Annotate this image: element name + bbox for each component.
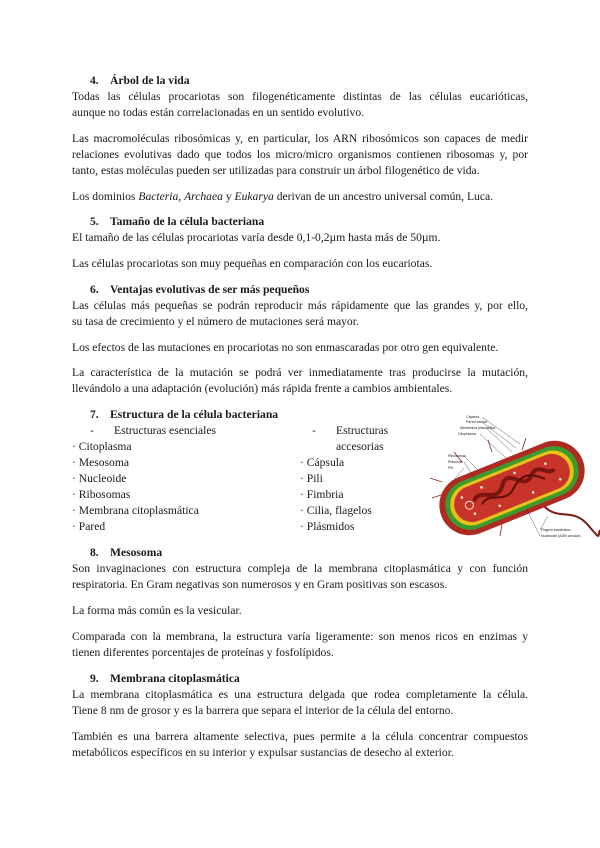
paragraph-line: Las células más pequeñas se podrán reproducir más rápidamente que las grandes y, por ello, bbox=[72, 299, 528, 312]
paragraph bbox=[72, 561, 528, 593]
text-archaea: Archaea bbox=[184, 190, 223, 203]
list-header-continued: accesorias bbox=[336, 440, 384, 453]
heading-number: 4. bbox=[90, 74, 99, 87]
heading-estructura bbox=[90, 407, 278, 423]
text: derivan de un ancestro universal común, Luca. bbox=[273, 190, 494, 203]
list-item: · Fimbria bbox=[300, 488, 344, 501]
paragraph-line: aunque no todas están correlacionadas en un sentido evolutivo. bbox=[72, 106, 365, 119]
paragraph bbox=[72, 629, 528, 661]
heading-title: Árbol de la vida bbox=[110, 74, 190, 87]
paragraph-line: relaciones evolutivas dado que todos los micro/micro organismos contienen ribosomas y, por bbox=[72, 148, 528, 161]
paragraph-line: tienen diferentes porcentajes de proteínas y fosfolípidos. bbox=[72, 646, 334, 659]
paragraph-line: La membrana citoplasmática es una estructura delgada que rodea completamente la célula. bbox=[72, 688, 528, 701]
figure-label: Flagelo bacteriano bbox=[541, 528, 571, 532]
list-header-label: Estructuras bbox=[336, 424, 389, 437]
figure-label: Ribosomas bbox=[448, 454, 466, 458]
list-item: · Pili bbox=[300, 472, 323, 485]
paragraph bbox=[72, 298, 528, 330]
list-item: · Mesosoma bbox=[72, 456, 129, 469]
list-estructuras-accesorias bbox=[300, 423, 388, 535]
text-bacteria: Bacteria bbox=[138, 190, 179, 203]
list-item: · Cilia, flagelos bbox=[300, 504, 372, 517]
dash: - bbox=[312, 424, 316, 437]
list-header bbox=[300, 423, 388, 439]
list-item: · Plásmidos bbox=[300, 520, 355, 533]
heading-title: Mesosoma bbox=[110, 546, 163, 559]
figure-label: Nucleoide (ADN circular) bbox=[541, 534, 581, 538]
paragraph-line: Todas las células procariotas son filogenéticamente distintas de las células eucarióticas, bbox=[72, 90, 528, 103]
paragraph-line: metabólicos específicos en su interior y expulsar sustancias de desecho al exterior. bbox=[72, 746, 454, 759]
paragraph-dominios bbox=[72, 189, 528, 205]
paragraph-line: La característica de la mutación se podrá ver inmediatamente tras producirse la mutación, bbox=[72, 366, 528, 379]
heading-ventajas bbox=[90, 282, 309, 298]
figure-label: Pili bbox=[448, 466, 453, 470]
text: , bbox=[178, 190, 185, 203]
paragraph-line: su tasa de crecimiento y el número de mutaciones será mayor. bbox=[72, 315, 359, 328]
list-header bbox=[72, 423, 216, 439]
text: Los dominios bbox=[72, 190, 139, 203]
paragraph-line: respiratoria. En Gram negativas son numerosos y en Gram positivas son escasos. bbox=[72, 578, 448, 591]
text: y bbox=[222, 190, 235, 203]
paragraph bbox=[72, 89, 528, 121]
heading-number: 5. bbox=[90, 215, 99, 228]
heading-title: Tamaño de la célula bacteriana bbox=[110, 215, 265, 228]
paragraph-line: llevándolo a una adaptación (evolución) más rápida frente a cambios ambientales. bbox=[72, 382, 453, 395]
paragraph-line: También es una barrera altamente selectiva, pues permite a la célula concentrar compuestos bbox=[72, 730, 528, 743]
heading-number: 8. bbox=[90, 546, 99, 559]
figure-label: Plásmido bbox=[448, 460, 463, 464]
paragraph-line: Comparada con la membrana, la estructura varía ligeramente: son menos ricos en enzimas y bbox=[72, 630, 528, 643]
paragraph: Las células procariotas son muy pequeñas en comparación con los eucariotas. bbox=[72, 257, 433, 270]
figure-label: Citoplasma bbox=[458, 432, 476, 436]
list-item: · Nucleoide bbox=[72, 472, 127, 485]
heading-number: 7. bbox=[90, 408, 99, 421]
paragraph bbox=[72, 687, 528, 719]
list-item: · Citoplasma bbox=[72, 440, 132, 453]
paragraph: Los efectos de las mutaciones en procariotas no son enmascaradas por otro gen equivalente. bbox=[72, 341, 499, 354]
heading-title: Ventajas evolutivas de ser más pequeños bbox=[110, 283, 310, 296]
paragraph-line: Son invaginaciones con estructura compleja de la membrana citoplasmática y con función bbox=[72, 562, 528, 575]
list-estructuras-esenciales bbox=[72, 423, 216, 535]
heading-arbol-de-la-vida bbox=[90, 73, 190, 89]
bacterial-cell-illustration bbox=[422, 412, 600, 540]
figure-label: Cápsula bbox=[466, 415, 480, 419]
heading-tamano bbox=[90, 214, 264, 230]
heading-title: Membrana citoplasmática bbox=[110, 672, 240, 685]
figure-label: Pared celular bbox=[466, 420, 488, 424]
paragraph: El tamaño de las células procariotas varía desde 0,1-0,2µm hasta más de 50µm. bbox=[72, 231, 441, 244]
list-item: · Ribosomas bbox=[72, 488, 131, 501]
paragraph bbox=[72, 365, 528, 397]
paragraph bbox=[72, 131, 528, 179]
paragraph: La forma más común es la vesicular. bbox=[72, 604, 242, 617]
heading-title: Estructura de la célula bacteriana bbox=[110, 408, 279, 421]
paragraph bbox=[72, 729, 528, 761]
heading-membrana bbox=[90, 671, 240, 687]
heading-mesosoma bbox=[90, 545, 162, 561]
heading-number: 6. bbox=[90, 283, 99, 296]
figure-label: Membrana plasmática bbox=[460, 426, 496, 430]
paragraph-line: Las macromoléculas ribosómicas y, en particular, los ARN ribosómicos son capaces de medir bbox=[72, 132, 528, 145]
paragraph-line: Tiene 8 nm de grosor y es la barrera que separa el interior de la célula del entorno. bbox=[72, 704, 454, 717]
list-item: · Membrana citoplasmática bbox=[72, 504, 199, 517]
dash: - bbox=[90, 424, 94, 437]
list-header-label: Estructuras esenciales bbox=[114, 424, 217, 437]
heading-number: 9. bbox=[90, 672, 99, 685]
list-item: · Pared bbox=[72, 520, 106, 533]
list-item: · Cápsula bbox=[300, 456, 345, 469]
text-eukarya: Eukarya bbox=[234, 190, 274, 203]
paragraph-line: tanto, estas moléculas pueden ser utilizadas para construir un árbol filogenético de vida. bbox=[72, 164, 480, 177]
